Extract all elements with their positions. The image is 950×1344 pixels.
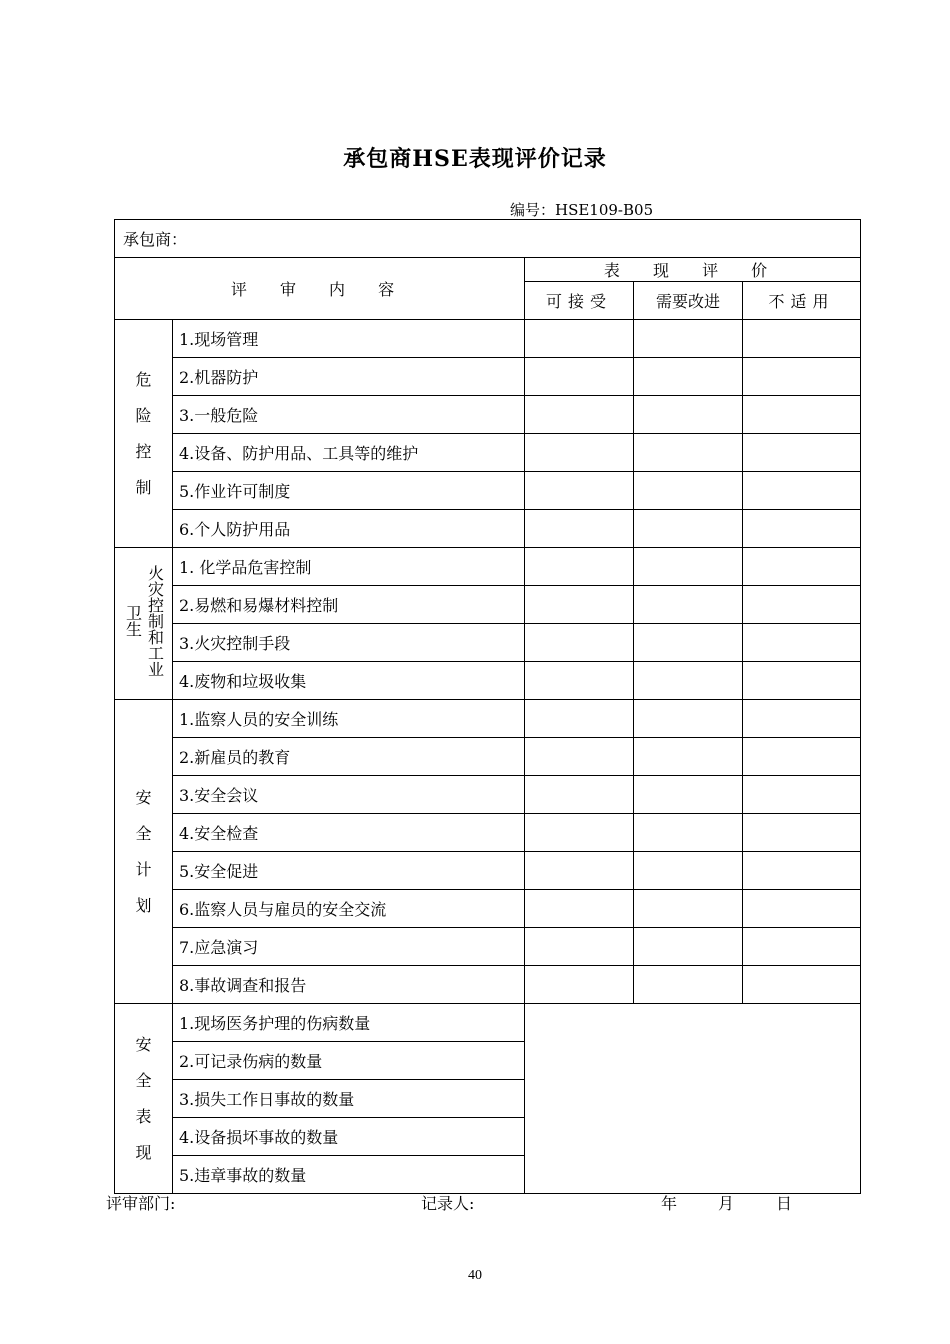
not-applicable-cell[interactable]	[743, 966, 861, 1004]
acceptable-cell[interactable]	[525, 548, 634, 586]
table-row-item: 4.废物和垃圾收集	[173, 662, 525, 700]
category-label: 危险控制	[135, 369, 152, 497]
year-label: 年	[661, 1194, 678, 1213]
not-applicable-header	[743, 282, 861, 320]
acceptable-cell[interactable]	[525, 928, 634, 966]
category-label: 火灾控制和工业卫生	[123, 564, 165, 677]
needs-improvement-cell[interactable]	[634, 890, 743, 928]
not-applicable-cell[interactable]	[743, 396, 861, 434]
needs-improvement-cell[interactable]	[634, 814, 743, 852]
table-row-item: 2.可记录伤病的数量	[173, 1042, 525, 1080]
needs-improvement-cell[interactable]	[634, 320, 743, 358]
page-number: 40	[468, 1268, 482, 1283]
table-row-item: 1. 化学品危害控制	[173, 548, 525, 586]
review-dept-label: 评审部门:	[106, 1194, 176, 1213]
acceptable-cell[interactable]	[525, 434, 634, 472]
table-row-item: 3.损失工作日事故的数量	[173, 1080, 525, 1118]
acceptable-cell[interactable]	[525, 890, 634, 928]
acceptable-cell[interactable]	[525, 358, 634, 396]
category-safety-plan	[115, 700, 173, 1004]
acceptable-header	[525, 282, 634, 320]
performance-label: 表 现 评 价	[603, 261, 782, 280]
not-applicable-cell[interactable]	[743, 928, 861, 966]
not-applicable-cell[interactable]	[743, 548, 861, 586]
safety-performance-entry-area[interactable]	[525, 1004, 861, 1194]
needs-improvement-cell[interactable]	[634, 510, 743, 548]
acceptable-label: 可接受	[545, 292, 612, 311]
acceptable-cell[interactable]	[525, 586, 634, 624]
needs-improvement-cell[interactable]	[634, 966, 743, 1004]
not-applicable-cell[interactable]	[743, 814, 861, 852]
table-row-item: 6.监察人员与雇员的安全交流	[173, 890, 525, 928]
not-applicable-cell[interactable]	[743, 890, 861, 928]
page-title: 承包商HSE表现评价记录	[343, 146, 607, 172]
needs-improvement-cell[interactable]	[634, 928, 743, 966]
needs-improvement-cell[interactable]	[634, 738, 743, 776]
review-content-header	[115, 258, 525, 320]
acceptable-cell[interactable]	[525, 624, 634, 662]
not-applicable-cell[interactable]	[743, 776, 861, 814]
needs-improvement-cell[interactable]	[634, 434, 743, 472]
acceptable-cell[interactable]	[525, 966, 634, 1004]
table-row-item: 2.机器防护	[173, 358, 525, 396]
table-row-item: 1.现场医务护理的伤病数量	[173, 1004, 525, 1042]
needs-improvement-cell[interactable]	[634, 776, 743, 814]
not-applicable-cell[interactable]	[743, 320, 861, 358]
table-row-item: 3.安全会议	[173, 776, 525, 814]
not-applicable-cell[interactable]	[743, 852, 861, 890]
category-fire-hygiene	[115, 548, 173, 700]
table-row-item: 5.作业许可制度	[173, 472, 525, 510]
table-row-item: 4.设备、防护用品、工具等的维护	[173, 434, 525, 472]
acceptable-cell[interactable]	[525, 510, 634, 548]
needs-improvement-header	[634, 282, 743, 320]
table-row-item: 1.现场管理	[173, 320, 525, 358]
table-row-item: 4.设备损坏事故的数量	[173, 1118, 525, 1156]
table-row-item: 3.一般危险	[173, 396, 525, 434]
not-applicable-cell[interactable]	[743, 510, 861, 548]
table-row-item: 2.易燃和易爆材料控制	[173, 586, 525, 624]
review-content-label: 评 审 内 容	[230, 280, 409, 299]
needs-improvement-cell[interactable]	[634, 358, 743, 396]
acceptable-cell[interactable]	[525, 396, 634, 434]
table-row-item: 5.安全促进	[173, 852, 525, 890]
needs-improvement-cell[interactable]	[634, 472, 743, 510]
needs-improvement-cell[interactable]	[634, 852, 743, 890]
evaluation-table	[114, 219, 861, 1194]
acceptable-cell[interactable]	[525, 700, 634, 738]
not-applicable-cell[interactable]	[743, 434, 861, 472]
month-label: 月	[718, 1194, 735, 1213]
day-label: 日	[776, 1194, 793, 1213]
needs-improvement-cell[interactable]	[634, 586, 743, 624]
not-applicable-cell[interactable]	[743, 472, 861, 510]
table-row-item: 5.违章事故的数量	[173, 1156, 525, 1194]
recorder-label: 记录人:	[421, 1194, 475, 1213]
needs-improvement-cell[interactable]	[634, 548, 743, 586]
table-row-item: 2.新雇员的教育	[173, 738, 525, 776]
needs-improvement-label: 需要改进	[655, 292, 720, 311]
needs-improvement-cell[interactable]	[634, 662, 743, 700]
performance-header	[525, 258, 861, 282]
acceptable-cell[interactable]	[525, 320, 634, 358]
needs-improvement-cell[interactable]	[634, 624, 743, 662]
contractor-label: 承包商：	[123, 230, 188, 249]
not-applicable-cell[interactable]	[743, 624, 861, 662]
acceptable-cell[interactable]	[525, 814, 634, 852]
acceptable-cell[interactable]	[525, 472, 634, 510]
acceptable-cell[interactable]	[525, 776, 634, 814]
table-row-item: 6.个人防护用品	[173, 510, 525, 548]
category-label: 安全表现	[135, 1034, 152, 1162]
table-row-item: 4.安全检查	[173, 814, 525, 852]
table-row-item: 8.事故调查和报告	[173, 966, 525, 1004]
not-applicable-label: 不适用	[768, 292, 835, 311]
table-row-item: 3.火灾控制手段	[173, 624, 525, 662]
contractor-field[interactable]	[115, 220, 861, 258]
acceptable-cell[interactable]	[525, 738, 634, 776]
acceptable-cell[interactable]	[525, 662, 634, 700]
not-applicable-cell[interactable]	[743, 662, 861, 700]
needs-improvement-cell[interactable]	[634, 396, 743, 434]
needs-improvement-cell[interactable]	[634, 700, 743, 738]
table-row-item: 7.应急演习	[173, 928, 525, 966]
category-label: 安全计划	[135, 787, 152, 915]
not-applicable-cell[interactable]	[743, 586, 861, 624]
not-applicable-cell[interactable]	[743, 738, 861, 776]
document-number: 编号：HSE109-B05	[510, 201, 654, 219]
acceptable-cell[interactable]	[525, 852, 634, 890]
category-safety-performance	[115, 1004, 173, 1194]
table-row-item: 1.监察人员的安全训练	[173, 700, 525, 738]
not-applicable-cell[interactable]	[743, 700, 861, 738]
category-hazard-control	[115, 320, 173, 548]
not-applicable-cell[interactable]	[743, 358, 861, 396]
